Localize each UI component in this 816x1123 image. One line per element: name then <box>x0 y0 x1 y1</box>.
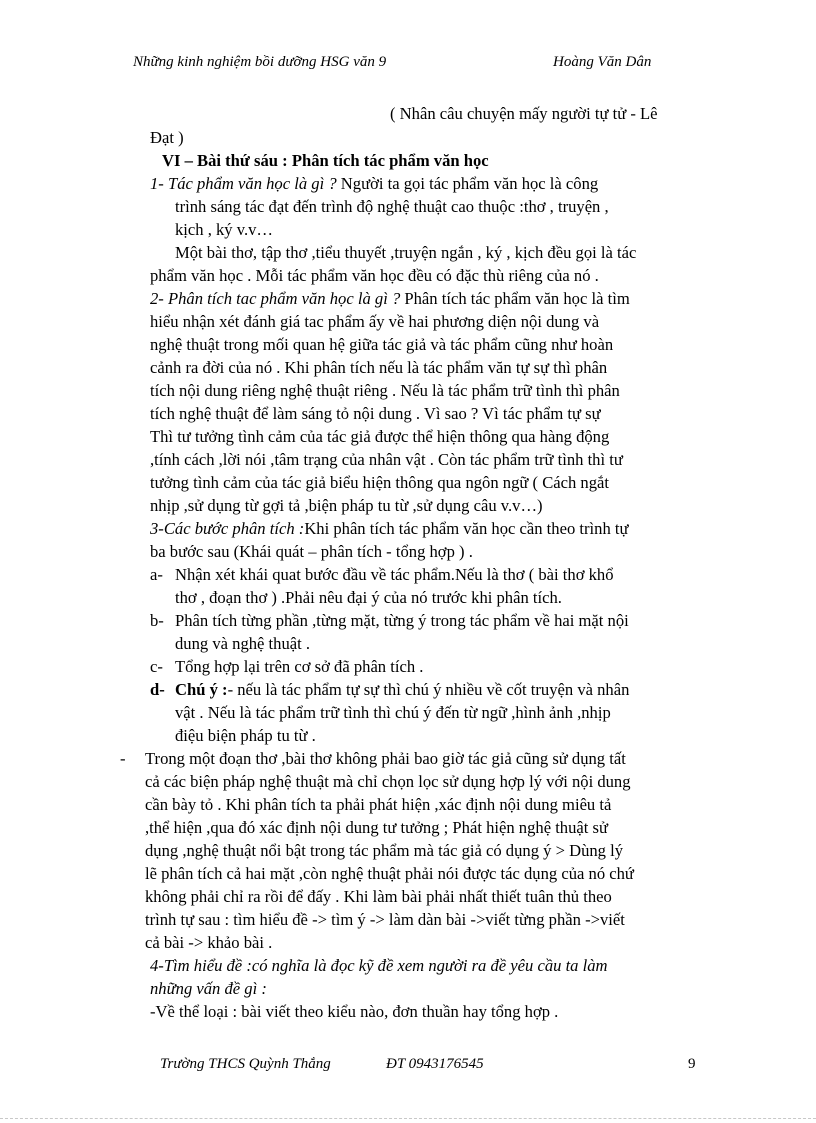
note-label: Chú ý : <box>175 680 228 699</box>
paragraph-6-line-1: -Về thể loại : bài viết theo kiểu nào, đơn thuần hay tổng hợp . <box>150 1002 559 1021</box>
bullet-line-5: dụng ,nghệ thuật nổi bật trong tác phẩm mà tác giả có dụng ý > Dùng lý <box>145 841 624 860</box>
paragraph-5-line-2: những vấn đề gì : <box>150 979 267 998</box>
paragraph-4-line-1 <box>150 519 629 539</box>
paragraph-2-line-2: phẩm văn học . Mỗi tác phẩm văn học đều có đặc thù riêng của nó . <box>150 266 599 285</box>
list-item-a-line-2: thơ , đoạn thơ ) .Phải nêu đại ý của nó trước khi phân tích. <box>175 588 562 607</box>
paragraph-3-line-5: tích nội dung riêng nghệ thuật riêng . Nếu là tác phẩm trữ tình thì phân <box>150 381 620 400</box>
paragraph-3-line-3: nghệ thuật trong mối quan hệ giữa tác giả và tác phẩm cũng như hoàn <box>150 335 614 354</box>
paragraph-3-line-2: hiểu nhận xét đánh giá tac phẩm ấy về hai phương diện nội dung và <box>150 312 600 331</box>
bullet-line-9: cả bài -> khảo bài . <box>145 933 273 952</box>
page-break-divider <box>0 1118 816 1119</box>
paragraph-4-label: 3-Các bước phân tích : <box>150 519 305 538</box>
paragraph-4-line-2: ba bước sau (Khái quát – phân tích - tổng hợp ) . <box>150 542 473 561</box>
paragraph-3-line-7: Thì tư tưởng tình cảm của tác giả được thể hiện thông qua hàng động <box>150 427 610 446</box>
paragraph-3-label: 2- Phân tích tac phẩm văn học là gì ? <box>150 289 401 308</box>
list-item-a-line-1: Nhận xét khái quat bước đầu về tác phẩm.Nếu là thơ ( bài thơ khổ <box>175 565 614 584</box>
paragraph-5-line-1: 4-Tìm hiểu đề :có nghĩa là đọc kỹ đề xem người ra đề yêu cầu ta làm <box>150 956 608 975</box>
list-marker-c: c- <box>150 657 163 676</box>
header-title: Những kinh nghiệm bồi dưỡng HSG văn 9 <box>133 54 387 70</box>
list-item-c-line-1: Tổng hợp lại trên cơ sở đã phân tích . <box>175 657 424 676</box>
bullet-line-2: cả các biện pháp nghệ thuật mà chỉ chọn lọc sử dụng hợp lý với nội dung <box>145 772 631 791</box>
paragraph-1-label: 1- Tác phẩm văn học là gì ? <box>150 174 337 193</box>
footer-phone: ĐT 0943176545 <box>386 1056 484 1072</box>
bullet-line-7: không phải chỉ ra rồi để đấy . Khi làm bài phải nhất thiết tuân thủ theo <box>145 887 612 906</box>
paragraph-1-line-3: kịch , ký v.v… <box>175 220 274 239</box>
citation-line-1: ( Nhân câu chuyện mấy người tự tử - Lê <box>390 104 658 123</box>
paragraph-3-line-6: tích nghệ thuật để làm sáng tỏ nội dung . Vì sao ? Vì tác phẩm tự sự <box>150 404 601 423</box>
paragraph-3-line-1 <box>150 289 630 309</box>
list-item-d-line-1 <box>175 680 629 700</box>
paragraph-3-text: Phân tích tác phẩm văn học là tìm <box>400 289 630 308</box>
bullet-line-3: cần bày tỏ . Khi phân tích ta phải phát hiện ,xác định nội dung miêu tả <box>145 795 612 814</box>
list-item-d-line-2: vật . Nếu là tác phẩm trữ tình thì chú ý đến từ ngữ ,hình ảnh ,nhịp <box>175 703 611 722</box>
list-item-d-text: - nếu là tác phẩm tự sự thì chú ý nhiều về cốt truyện và nhân <box>227 680 630 699</box>
footer-school: Trường THCS Quỳnh Thắng <box>160 1056 331 1072</box>
paragraph-2-line-1: Một bài thơ, tập thơ ,tiểu thuyết ,truyện ngắn , ký , kịch đều gọi là tác <box>175 243 637 262</box>
paragraph-1-line-1 <box>150 174 598 194</box>
bullet-line-8: trình tự sau : tìm hiểu đề -> tìm ý -> làm dàn bài ->viết từng phần ->viết <box>145 910 625 929</box>
paragraph-1-text: Người ta gọi tác phẩm văn học là công <box>336 174 599 193</box>
list-item-d-line-3: điệu biện pháp tu từ . <box>175 726 316 745</box>
bullet-line-4: ,thể hiện ,qua đó xác định nội dung tư tưởng ; Phát hiện nghệ thuật sử <box>145 818 608 837</box>
paragraph-3-line-4: cảnh ra đời của nó . Khi phân tích nếu là tác phẩm văn tự sự thì phân <box>150 358 608 377</box>
list-marker-a: a- <box>150 565 163 584</box>
bullet-marker: - <box>120 749 126 768</box>
header-author: Hoàng Văn Dân <box>553 54 652 70</box>
page-number: 9 <box>688 1056 696 1072</box>
citation-line-2: Đạt ) <box>150 128 184 147</box>
list-item-b-line-1: Phân tích từng phần ,từng mặt, từng ý trong tác phẩm về hai mặt nội <box>175 611 629 630</box>
bullet-line-1: Trong một đoạn thơ ,bài thơ không phải bao giờ tác giả cũng sử dụng tất <box>145 749 626 768</box>
paragraph-3-line-10: nhịp ,sử dụng từ gợi tả ,biện pháp tu từ ,sử dụng câu v.v…) <box>150 496 543 515</box>
paragraph-1-line-2: trình sáng tác đạt đến trình độ nghệ thuật cao thuộc :thơ , truyện , <box>175 197 609 216</box>
paragraph-3-line-8: ,tính cách ,lời nói ,tâm trạng của nhân vật . Còn tác phẩm trữ tình thì tư <box>150 450 623 469</box>
list-marker-b: b- <box>150 611 164 630</box>
bullet-line-6: lẽ phân tích cả hai mặt ,còn nghệ thuật phải nói được tác dụng của nó chứ <box>145 864 634 883</box>
list-marker-d: d- <box>150 680 165 699</box>
paragraph-3-line-9: tưởng tình cảm của tác giả biểu hiện thông qua ngôn ngữ ( Cách ngắt <box>150 473 610 492</box>
paragraph-4-text: Khi phân tích tác phẩm văn học cần theo trình tự <box>304 519 629 538</box>
list-item-b-line-2: dung và nghệ thuật . <box>175 634 311 653</box>
section-heading: VI – Bài thứ sáu : Phân tích tác phẩm văn học <box>162 151 489 170</box>
